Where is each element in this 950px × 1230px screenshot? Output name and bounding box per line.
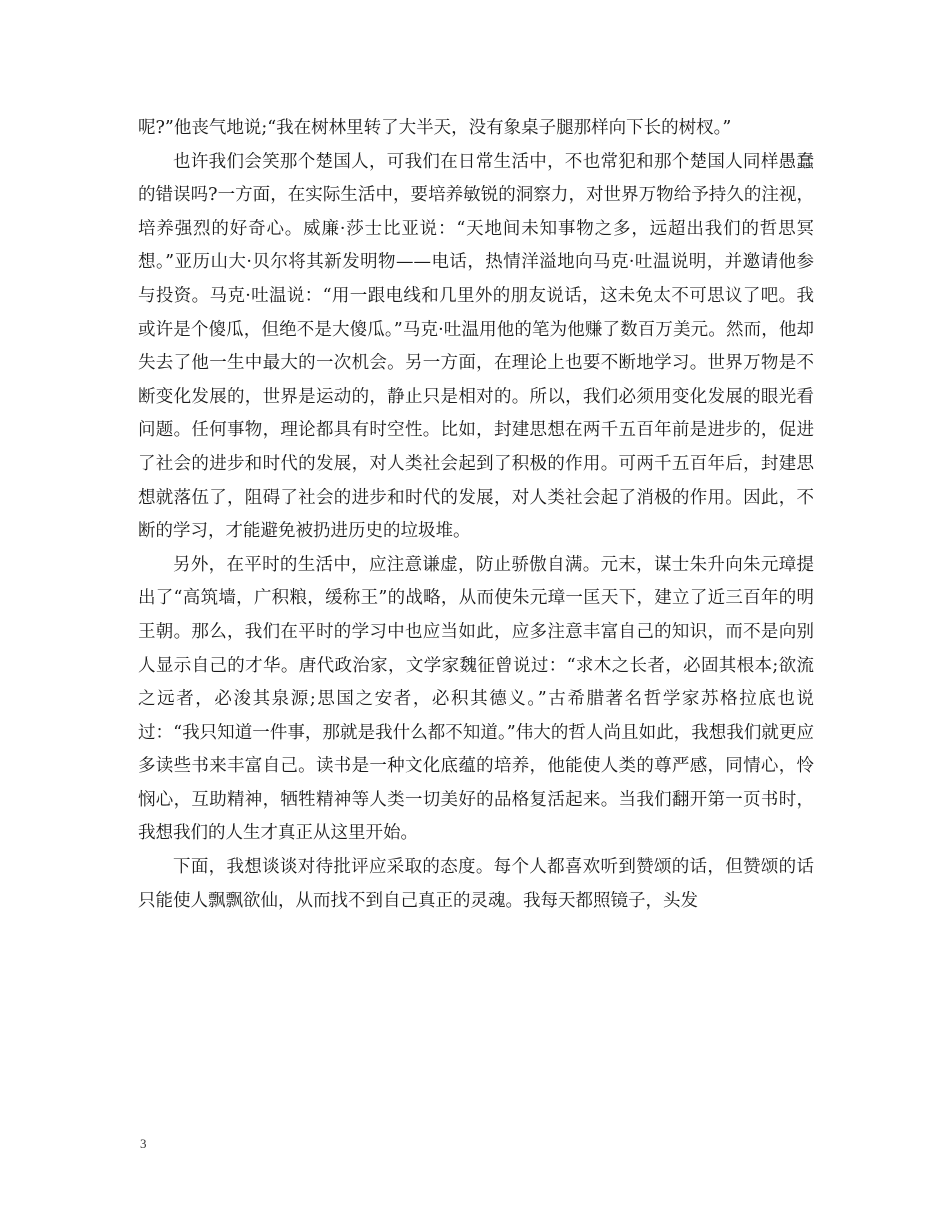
page-number: 3: [140, 1136, 147, 1151]
paragraph-2: 也许我们会笑那个楚国人，可我们在日常生活中，不也常犯和那个楚国人同样愚蠢的错误吗?一方面，在实际生活中，要培养敏锐的洞察力，对世界万物给予持久的注视，培养强烈的好奇心。威廉·莎士比亚说：“天地间未知事物之多，远超出我们的哲思冥想。”亚历山大·贝尔将其新发明物——电话，热情洋溢地向马克·吐温说明，并邀请他参与投资。马克·吐温说：“用一跟电线和几里外的朋友说话，这未免太不可思议了吧。我或许是个傻瓜，但绝不是大傻瓜。”马克·吐温用他的笔为他赚了数百万美元。然而，他却失去了他一生中最大的一次机会。另一方面，在理论上也要不断地学习。世界万物是不断变化发展的，世界是运动的，静止只是相对的。所以，我们必须用变化发展的眼光看问题。任何事物，理论都具有时空性。比如，封建思想在两千五百年前是进步的，促进了社会的进步和时代的发展，对人类社会起到了积极的作用。可两千五百年后，封建思想就落伍了，阻碍了社会的进步和时代的发展，对人类社会起了消极的作用。因此，不断的学习，才能避免被扔进历史的垃圾堆。: [138, 151, 814, 542]
paragraph-1: 呢?”他丧气地说;“我在树林里转了大半天，没有象桌子腿那样向下长的树杈。”: [138, 118, 732, 138]
paragraph-4: 下面，我想谈谈对待批评应采取的态度。每个人都喜欢听到赞颂的话，但赞颂的话只能使人飘飘欲仙，从而找不到自己真正的灵魂。我每天都照镜子，头发: [138, 857, 814, 911]
paragraph-3: 另外，在平时的生活中，应注意谦虚，防止骄傲自满。元末，谋士朱升向朱元璋提出了“高筑墙，广积粮，缓称王”的战略，从而使朱元璋一匡天下，建立了近三百年的明王朝。那么，我们在平时的学习中也应当如此，应多注意丰富自己的知识，而不是向别人显示自己的才华。唐代政治家，文学家魏征曾说过：“求木之长者，必固其根本;欲流之远者，必浚其泉源;思国之安者，必积其德义。”古希腊著名哲学家苏格拉底也说过：“我只知道一件事，那就是我什么都不知道。”伟大的哲人尚且如此，我想我们就更应多读些书来丰富自己。读书是一种文化底蕴的培养，他能使人类的尊严感，同情心，怜悯心，互助精神，牺牲精神等人类一切美好的品格复活起来。当我们翻开第一页书时，我想我们的人生才真正从这里开始。: [138, 554, 814, 844]
document-body: [138, 112, 814, 918]
